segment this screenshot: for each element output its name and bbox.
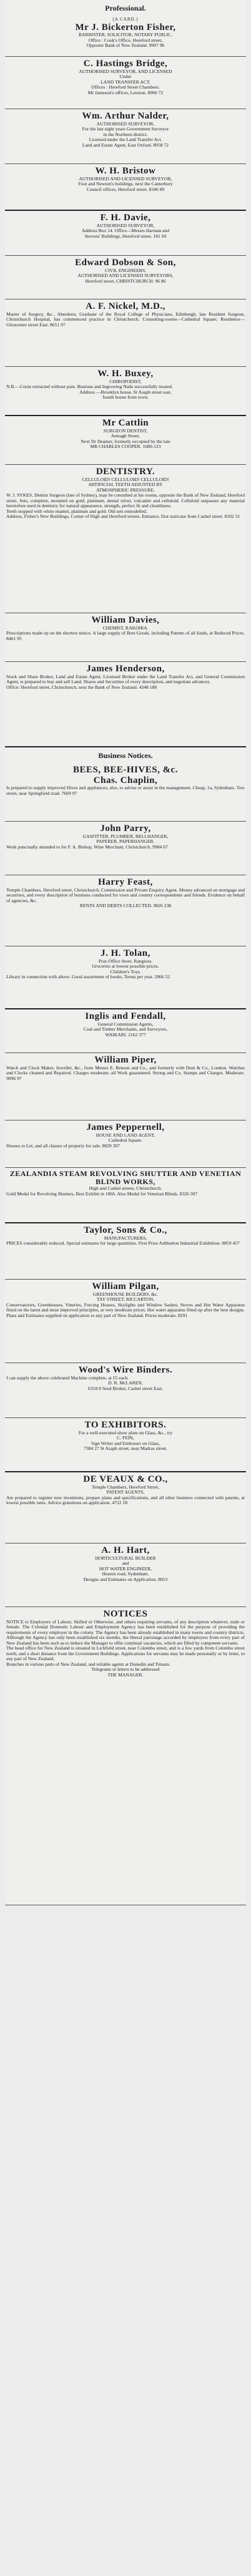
ad-text-line: MR CHARLES COOPER. 1680-123 — [90, 444, 161, 449]
advertiser-name: W. H. Bristow — [95, 166, 156, 176]
ads_professional-ad — [5, 211, 246, 256]
ad-text-line: For a well-executed show plate on Glass, &c., try — [78, 1429, 173, 1436]
ad-text-line: and — [122, 1560, 129, 1566]
ad-text-line: Stock and Share Broker, Land and Estate Agent, Licensed Broker under the Land Transfer Act, and General Commission Agent, is prepared to buy and sell Land, Shares and Securities of every description, and negotiate advances. — [6, 673, 245, 684]
advertiser-name: Harry Feast, — [98, 877, 153, 887]
advertiser-name: A. F. Nickel, M.D., — [86, 301, 165, 311]
ad-text-line: Watch and Clock Maker, Jeweller, &c., from Messrs E. Benson and Co., and formerly with Dent & Co., London. Watches and Clocks cleaned and Repaired. Charges moderate; all Work guaranteed. Strong and Co. Stamps and Charges. Moderate. 9096 97 — [6, 1064, 245, 1081]
advertiser-name: William Davies, — [91, 615, 160, 625]
ad-text-line: Office: Hereford street, Christchurch, next the Bank of New Zealand. 4348 188 — [6, 684, 157, 690]
ad-text-line: AUTHORISED SURVEYOR, — [96, 120, 155, 127]
advertiser-name: James Peppernell, — [86, 1122, 165, 1132]
ad-text-line: Foot and Newton's buildings, next the Canterbury — [78, 181, 173, 187]
ad-text-line: Branches in various parts of New Zealand, and reliable agents at Dunedin and Timaru. — [6, 1661, 170, 1667]
advertiser-name: DE VEAUX & CO., — [83, 1474, 168, 1484]
ad-text-line: CELLULOID! CELLULOID! CELLULOID! — [82, 476, 169, 482]
ad-text-line: Offices : Hereford Street Chambers. — [91, 84, 160, 90]
business-notices — [5, 763, 246, 1905]
ad-text-line: Designs and Estimates on Application. 8053 — [83, 1576, 168, 1582]
ad-text-line: 6318 8 Seed Broker, Cashel street East. — [88, 1385, 163, 1391]
ad-text-line: Work punctually attended to for F. A. Bishop, Wine Merchant, Christchurch. 9984 67 — [6, 843, 168, 850]
ad-text-line: THE MANAGER. — [107, 1671, 144, 1678]
ad-text-line: ATMOSPHERIC PRESSURE. — [96, 487, 155, 493]
ad-text-line: AUTHORISED AND LICENSED SURVEYORS, — [77, 273, 174, 278]
ads_business-ad — [5, 946, 246, 1009]
ad-text-line: Is prepared to supply improved Hives and appliances; also, to advise or assist in the management. Cheap, 1a, Sydenham. Tow street, near Springfield road. 7669 97 — [6, 785, 245, 796]
advertiser-name: C. Hastings Bridge, — [83, 59, 168, 69]
advertiser-subname: Chas. Chaplin, — [93, 775, 158, 785]
ads_business-ad — [5, 1280, 246, 1363]
ads_professional-ad — [5, 299, 246, 367]
ad-text-line: Temple Chambers, Hereford street, Christchurch, Commission and Private Enquiry Agent. Money advanced on mortgage and securities, and every description of business conducted for town and country correspondents and friends. Evidence on behalf of agencies, &c. — [6, 887, 245, 903]
ad-text-line: Council offices, Hereford street. 8346 89 — [86, 186, 165, 192]
ad-text-line: 7384 27 St Asaph street, near Madras street. — [84, 1446, 167, 1451]
ad-text-line: Conservatories, Greenhouses, Vineries, Forcing Houses, Skylights and Window Sashes; Stoves and Hot Water Apparatus fitted on the latest and most improved principles, at very moderate prices. Hot water apparatus fitted up after the best designs. Plans and Estimates supplied on application to any part of New Zealand. Prices moderate. 8291 — [6, 1301, 245, 1318]
ad-text-line: Groceries at lowest possible prices. — [92, 963, 159, 969]
ads_business-ad — [5, 1363, 246, 1418]
ad-text-line: HOT WATER ENGINEER, — [99, 1565, 152, 1572]
ad-text-line: Children's Toys. — [110, 968, 141, 975]
advertiser-name: James Henderson, — [86, 664, 165, 674]
advertiser-name: W. H. Buxey, — [97, 369, 154, 379]
ads_professional-ad — [5, 16, 246, 57]
ad-text-line: AUTHORISED SURVEYOR, — [96, 222, 155, 228]
ad-text-line: GREENHOUSE BUILDERS, &c. — [92, 1291, 159, 1297]
ad-text-line: W. J. SYKES, Dentist Surgeon (late of Sydney), may be consulted at his rooms, opposite the Bank of New Zealand, Hereford street. Sets, complete, mounted on gold, platinum, dental silver, vulcanite and celluloid. Celluloid surpasses any material heretofore used in dentistry for natural appearance, strength, perfect fit and cleanliness. — [6, 492, 245, 508]
ads_business-ad — [5, 1418, 246, 1472]
ad-text-line: I can supply the above celebrated Machine complete, at £5 each. — [6, 1374, 129, 1381]
ad-text-line: Gold Medal for Revolving Shutters, Best Exhibit in 1866. Also Medal for Venetian Blinds. 8326 307 — [6, 1190, 198, 1197]
ad-text-line: HOUSE AND LAND AGENT, — [96, 1132, 155, 1138]
ad-text-line: ARTIFICIAL TEETH ADJUSTED BY — [88, 482, 163, 487]
ad-text-line: C. FEIN, — [117, 1435, 134, 1441]
ad-text-line: in the Northern district. — [103, 131, 148, 137]
ad-text-line: RENTS AND DEBTS COLLECTED. 9026 238 — [79, 903, 172, 908]
ad-text-line: Houses to Let, and all classes of property for sale. 8829 307 — [6, 1142, 120, 1149]
ad-text-line: HORTICULTURAL BUILDER — [95, 1555, 156, 1561]
advertiser-name: Wm. Arthur Nalder, — [82, 111, 169, 121]
ad-text-line: fourth house from town. — [102, 394, 149, 400]
advertiser-name: Mr J. Bickerton Fisher, — [75, 22, 176, 32]
card-label: [A CARD.] — [112, 17, 139, 22]
ad-text-line: Office : Cook's Office, Hereford street, — [88, 37, 163, 43]
ad-text-line: WAIKARI. 2162 377 — [105, 1031, 146, 1038]
ads_business-ad — [5, 1168, 246, 1223]
ad-text-line: Armagh Street, — [111, 433, 140, 439]
advertiser-name: ZEALANDIA STEAM REVOLVING SHUTTER AND VENETIAN BLIND WORKS, — [9, 1169, 242, 1187]
ad-text-line: The head office for New Zealand is situated in Lichfield street, near Colombo street, and is a few yards from Colombo street north, and a short distance from the Government Buildings. Applications for servants may be made personally or by letter, to any part of New Zealand. — [6, 1645, 245, 1661]
ads_professional-ad — [5, 367, 246, 416]
advertiser-name: John Parry, — [100, 824, 151, 834]
ad-text-line: Telegrams or letters to be addressed — [91, 1666, 160, 1672]
ad-text-line: General Commission Agents, — [97, 1021, 154, 1027]
ads_professional-ad — [5, 57, 246, 109]
ads_business-ad — [5, 1607, 246, 1905]
ad-text-line: MANUFACTURERS, — [104, 1235, 147, 1241]
advertiser-name: J. H. Tolan, — [101, 948, 150, 958]
ads_business-ad — [5, 822, 246, 875]
ad-text-line: Coal and Timber Merchants, and Surveyors, — [83, 1026, 168, 1032]
ad-text-line: Mr Jameson's offices, Leeston. 8960 72 — [87, 89, 164, 95]
ads_business-ad — [5, 1223, 246, 1280]
ads_professional-ad — [5, 465, 246, 613]
ads_professional-ad — [5, 256, 246, 299]
advertiser-name: Taylor, Sons & Co., — [84, 1225, 167, 1235]
ads_business-ad — [5, 875, 246, 946]
newspaper-page — [5, 0, 246, 1905]
ad-text-line: CHIROPODIST, — [109, 378, 142, 384]
ads_business-ad — [5, 1120, 246, 1168]
ad-text-line: Address, Fisher's New Buildings, Corner of High and Hereford streets. Entrance, first staircase from Cashel street. 8102 31 — [6, 513, 240, 519]
ad-text-line: Library in connection with above. Good assortment of books, Terms per year. 2866 52 — [6, 974, 170, 979]
ads_business-ad — [5, 1543, 246, 1607]
ad-text-line: Stevens' Buildings, Hereford street. 181 69 — [84, 233, 167, 239]
advertiser-name: NOTICES — [103, 1609, 148, 1619]
ads_professional-ad — [5, 164, 246, 211]
ads_business-ad — [5, 1053, 246, 1120]
ad-text-line: GASFITTER, PLUMBER, BELLHANGER, — [82, 833, 169, 839]
section-heading-professional: Professional. — [105, 4, 146, 12]
ads_business-ad — [5, 1009, 246, 1053]
ad-text-line: SURGEON DENTIST, — [103, 427, 148, 434]
ad-text-line: N.B.—Corns extracted without pain. Bunions and Ingrowing Nails successfully treated. — [6, 384, 173, 389]
advertiser-name: BEES, BEE-HIVES, &c. — [73, 765, 178, 775]
ads_professional-ad — [5, 613, 246, 662]
advertiser-name: William Pilgan, — [92, 1281, 159, 1291]
ad-text-line: BARRISTER, SOLICITOR, NOTARY PUBLIC. — [78, 32, 173, 38]
ad-text-line: Teeth stopped with white enamel, platinum and gold. Old sets remodelled. — [6, 508, 147, 514]
ads_business-ad — [5, 1472, 246, 1543]
ad-text-line: Land and Estate Agent, East Oxford. 8958 72 — [82, 142, 169, 148]
ad-text-line: PATENT AGENTS, — [106, 1489, 145, 1495]
advertiser-name: Edward Dobson & Son, — [75, 258, 176, 268]
advertiser-name: Inglis and Fendall, — [85, 1011, 166, 1021]
advertiser-name: F. H. Davie, — [100, 213, 151, 223]
ad-text-line: Address Box 14. Office—Messrs Harman and — [81, 228, 170, 233]
ad-text-line: Temple Chambers, Hereford Street, — [91, 1484, 160, 1490]
ad-text-line: PRICES considerably reduced. Special estimates for large quantities. First Prize Ashburton Industrial Exhibition. 8859 457 — [6, 1240, 240, 1246]
ad-text-line: LAND TRANSFER ACT. — [101, 79, 150, 85]
professional-ads — [5, 16, 246, 747]
ad-text-line: Master of Surgery, &c., Aberdeen, Graduate of the Royal College of Physicians, Edinburgh, late Resident Surgeon, Christchurch Hospital, has commenced practice in Christchurch. Consulting-rooms—Cathedral Square; Residence—Gloucester street East. 8651 97 — [6, 311, 245, 328]
ads_business-ad — [5, 763, 246, 822]
ad-text-line: Prescriptions made up on the shortest notice. A large supply of Best Goods, including Patents of all kinds, at Reduced Prices. 8461 95 — [6, 630, 245, 641]
advertiser-name: TO EXHIBITORS. — [84, 1420, 167, 1430]
ad-text-line: Post-Office Store, Rangiora. — [98, 958, 153, 964]
ad-text-line: Sign Writer and Embosser on Glass, — [91, 1440, 160, 1446]
ads_professional-ad — [5, 109, 246, 164]
ad-text-line: AUTHORISED AND LICENSED SURVEYOR, — [79, 175, 172, 182]
advertiser-name: DENTISTRY. — [96, 467, 155, 477]
ad-text-line: Cathedral Square. — [108, 1137, 143, 1143]
ad-text-line: Next Dr Deamer, formerly occupied by the late — [81, 438, 170, 444]
advertiser-name: A. H. Hart, — [101, 1545, 150, 1555]
ad-text-line: For the last eight years Government Surveyor — [82, 126, 169, 132]
ad-text-line: Address —Brooklyn house, St Asaph street east, — [79, 389, 172, 395]
ad-text-line: Hereford street, CHRISTCHURCH. 96 86 — [85, 278, 166, 284]
ad-text-line: NOTICE to Employers of Labour, Skilled or Otherwise, and others requiring servants, of any description whatever, male or female. The Colonial Domestic Labour and Employment Agency has been established for the purpose of providing the requirements of every employer in the colony. The Agency has been already established in many towns and country districts. Although the Agency has only been established six months, the liberal patronage accorded by employers from every part of New Zealand has been such as to induce the Manager to offer continual vacancies, which are filled by competent servants. — [6, 1618, 245, 1646]
ads_professional-ad — [5, 662, 246, 747]
ad-text-line: Opposite Bank of New Zealand. 9907 96 — [86, 42, 165, 49]
ad-text-line: CIVIL ENGINEERS, — [105, 267, 146, 273]
ad-text-line: AUTHORISED SURVEYOR, AND LICENSED — [79, 68, 172, 74]
section-heading-business: Business Notices. — [98, 751, 153, 760]
ad-text-line: Heaton road, Sydenham. — [102, 1571, 149, 1577]
ad-text-line: CHEMIST, RAKOIRA. — [102, 625, 149, 631]
ad-text-line: Licensed under the Land Transfer Act. — [89, 137, 162, 142]
advertiser-name: William Piper, — [94, 1055, 157, 1065]
ad-text-line: D. R. McLAREN, — [108, 1380, 143, 1386]
ad-text-line: Under — [119, 74, 132, 79]
advertiser-name: Wood's Wire Binders. — [78, 1365, 173, 1375]
ad-text-line: PAPERER, PAPERHANGER. — [96, 838, 155, 844]
advertiser-name: Mr Cattlin — [102, 418, 149, 428]
ad-text-line: TAY STREET, RICCARTON. — [96, 1296, 155, 1302]
ads_professional-ad — [5, 416, 246, 465]
ad-text-line: Are prepared to register new inventions, prepare plans and specifications, and all other business connected with patents, at lowest possible rates. Advice gratuitous on application. 4722 18 — [6, 1494, 245, 1505]
ad-text-line: High and Cashel streets, Christchurch. — [89, 1185, 162, 1192]
